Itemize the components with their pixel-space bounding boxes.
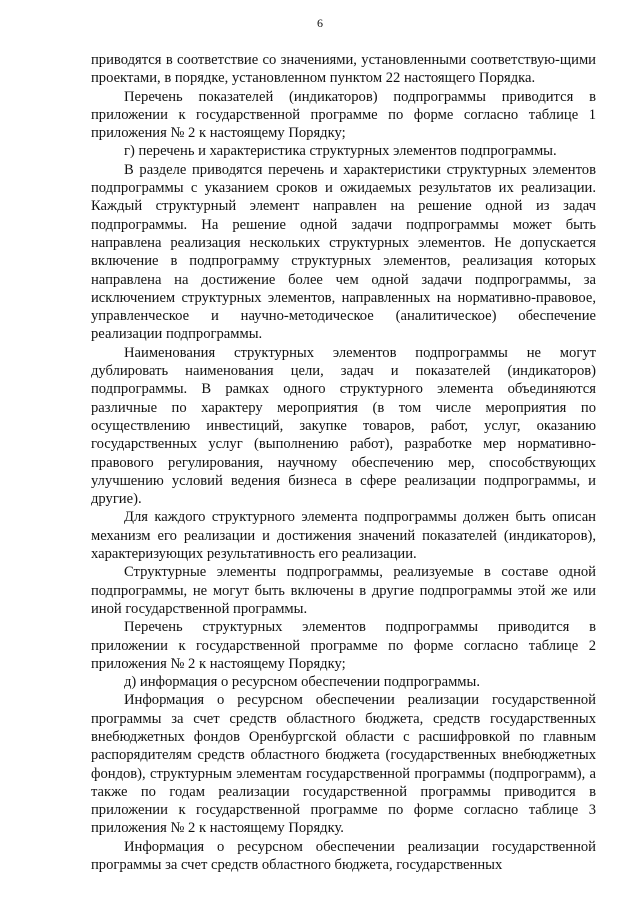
paragraph-resource-info: Информация о ресурсном обеспечении реализации государственной программы за счет средств областного бюджета, средств государственных внебюджетных фондов Оренбургской области с расшифровкой по главным распорядителям средств областного бюджета (государственных внебюджетных фондов), структурным элементам государственной программы (подпрограмм), а также по годам реализации государственной программы приводится в приложении к государственной программе по форме согласно таблице 3 приложения № 2 к настоящему Порядку. [91,692,596,837]
document-body [91,51,596,874]
paragraph-item-g: г) перечень и характеристика структурных элементов подпрограммы. [124,143,557,160]
paragraph-section-elements: В разделе приводятся перечень и характеристики структурных элементов подпрограммы с указанием сроков и ожидаемых результатов их реализации. Каждый структурный элемент направлен на решение одной из задач подпрограммы. На решение одной задачи подпрограммы может быть направлена реализация нескольких структурных элементов. Не допускается включение в подпрограмму структурных элементов, реализация которых направлена на достижение более чем одной задачи подпрограммы, за исключением структурных элементов, направленных на нормативно-правовое, управленческое и научно-методическое (аналитическое) обеспечение реализации подпрограммы. [91,161,596,343]
page-number: 6 [317,16,323,30]
paragraph-element-names: Наименования структурных элементов подпрограммы не могут дублировать наименования цели, задач и показателей (индикаторов) подпрограммы. В рамках одного структурного элемента объединяются различные по характеру мероприятия (в том числе мероприятия по осуществлению инвестиций, закупке товаров, работ, услуг, оказанию государственных услуг (выполнению работ), разработке мер нормативно-правового регулирования, научному обеспечению мер, способствующих улучшению условий ведения бизнеса в сфере реализации подпрограммы, и другие). [91,344,596,508]
paragraph-exclusivity: Структурные элементы подпрограммы, реализуемые в составе одной подпрограммы, не могут быть включены в другие подпрограммы этой же или иной государственной программы. [91,564,596,617]
paragraph-resource-info-continued: Информация о ресурсном обеспечении реализации государственной программы за счет средств областного бюджета, государственных [91,838,596,874]
paragraph-elements-list: Перечень структурных элементов подпрограммы приводится в приложении к государственной программе по форме согласно таблице 2 приложения № 2 к настоящему Порядку; [91,619,596,672]
paragraph-item-d: д) информация о ресурсном обеспечении подпрограммы. [124,674,480,691]
paragraph-continuation: приводятся в соответствие со значениями, установленными соответствую-щими проектами, в порядке, установленном пунктом 22 настоящего Порядка. [91,52,596,87]
paragraph-indicators-list: Перечень показателей (индикаторов) подпрограммы приводится в приложении к государственной программе по форме согласно таблице 1 приложения № 2 к настоящему Порядку; [91,88,596,142]
paragraph-mechanism: Для каждого структурного элемента подпрограммы должен быть описан механизм его реализации и достижения значений показателей (индикаторов), характеризующих результативность его реализации. [91,509,596,563]
